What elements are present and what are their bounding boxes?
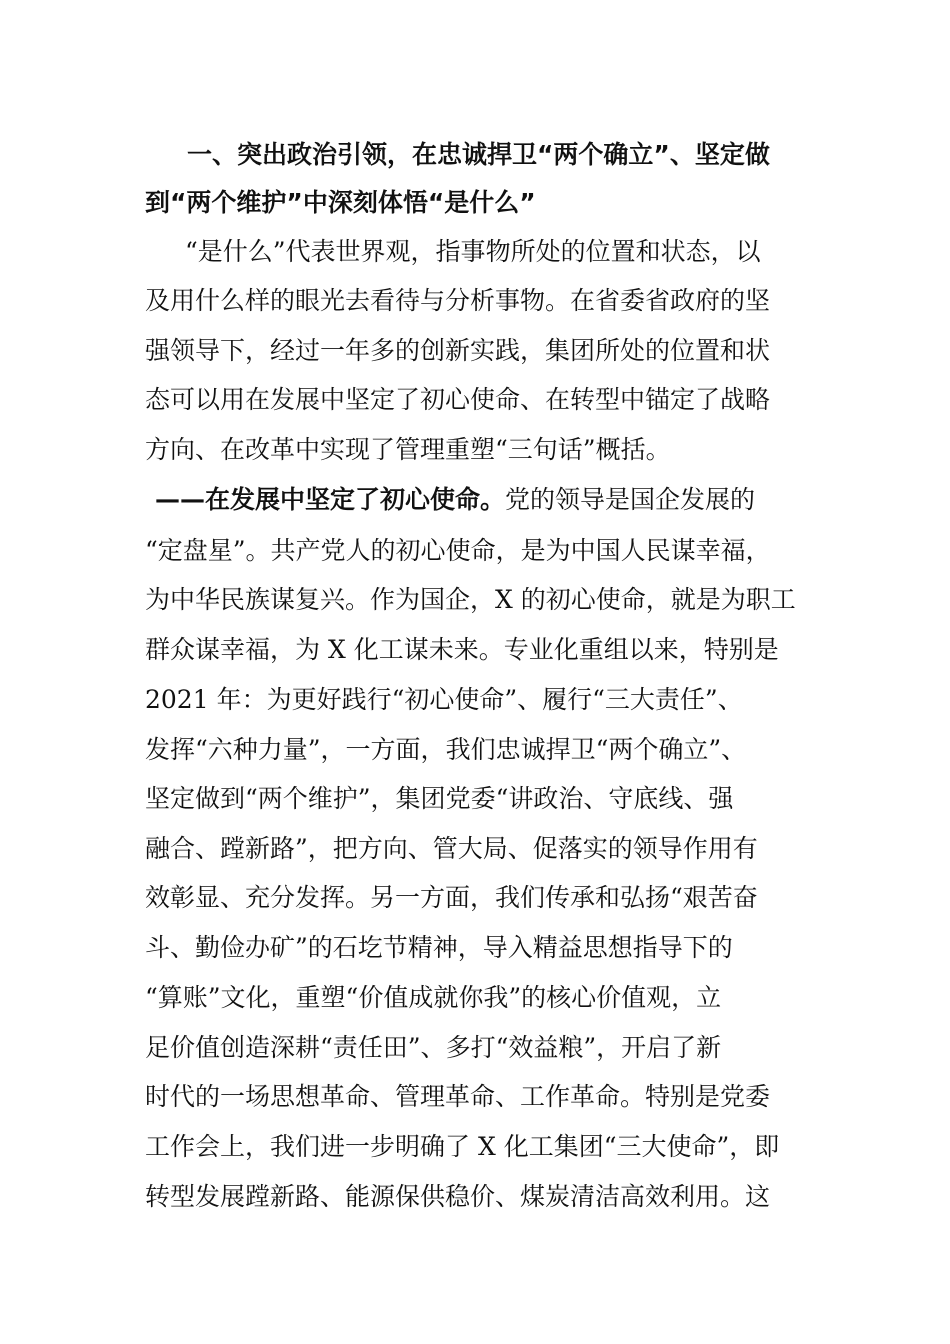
paragraph-line: 转型发展蹚新路、能源保供稳价、煤炭清洁高效利用。这 — [145, 1182, 771, 1211]
paragraph-line: “是什么”代表世界观，指事物所处的位置和状态，以 — [185, 237, 761, 266]
paragraph-line: 及用什么样的眼光去看待与分析事物。在省委省政府的坚 — [145, 286, 771, 315]
paragraph-line: 方向、在改革中实现了管理重塑“三句话”概括。 — [145, 435, 671, 464]
paragraph-line: “定盘星”。共产党人的初心使命，是为中国人民谋幸福， — [145, 536, 771, 565]
paragraph-line: 2021 年：为更好践行“初心使命”、履行“三大责任”、 — [145, 685, 743, 714]
paragraph-line: 为中华民族谋复兴。作为国企，X 的初心使命，就是为职工 — [145, 585, 796, 614]
paragraph-line: 强领导下，经过一年多的创新实践，集团所处的位置和状 — [145, 336, 771, 365]
paragraph-line: 发挥“六种力量”，一方面，我们忠诚捍卫“两个确立”、 — [145, 735, 747, 764]
paragraph-line: 融合、蹚新路”，把方向、管大局、促落实的领导作用有 — [145, 834, 758, 863]
paragraph-line: 足价值创造深耕“责任田”、多打“效益粮”，开启了新 — [145, 1033, 722, 1062]
paragraph-line: “算账”文化，重塑“价值成就你我”的核心价值观，立 — [145, 983, 722, 1012]
paragraph-line: 时代的一场思想革命、管理革命、工作革命。特别是党委 — [145, 1082, 771, 1111]
paragraph-line: 态可以用在发展中坚定了初心使命、在转型中锚定了战略 — [145, 385, 771, 414]
subsection-lead-text: 党的领导是国企发展的 — [505, 485, 756, 514]
subsection-lead-title: ——在发展中坚定了初心使命。 — [155, 485, 506, 514]
section-heading-line-1: 一、突出政治引领，在忠诚捍卫“两个确立”、坚定做 — [187, 140, 770, 169]
paragraph-line: 斗、勤俭办矿”的石圪节精神，导入精益思想指导下的 — [145, 933, 733, 962]
section-heading-line-2: 到“两个维护”中深刻体悟“是什么” — [145, 188, 536, 217]
paragraph-lead-line — [0, 480, 950, 520]
paragraph-line: 效彰显、充分发挥。另一方面，我们传承和弘扬“艰苦奋 — [145, 883, 758, 912]
paragraph-line: 群众谋幸福，为 X 化工谋未来。专业化重组以来，特别是 — [145, 635, 779, 664]
paragraph-line: 坚定做到“两个维护”，集团党委“讲政治、守底线、强 — [145, 784, 734, 813]
paragraph-line: 工作会上，我们进一步明确了 X 化工集团“三大使命”，即 — [145, 1132, 780, 1161]
